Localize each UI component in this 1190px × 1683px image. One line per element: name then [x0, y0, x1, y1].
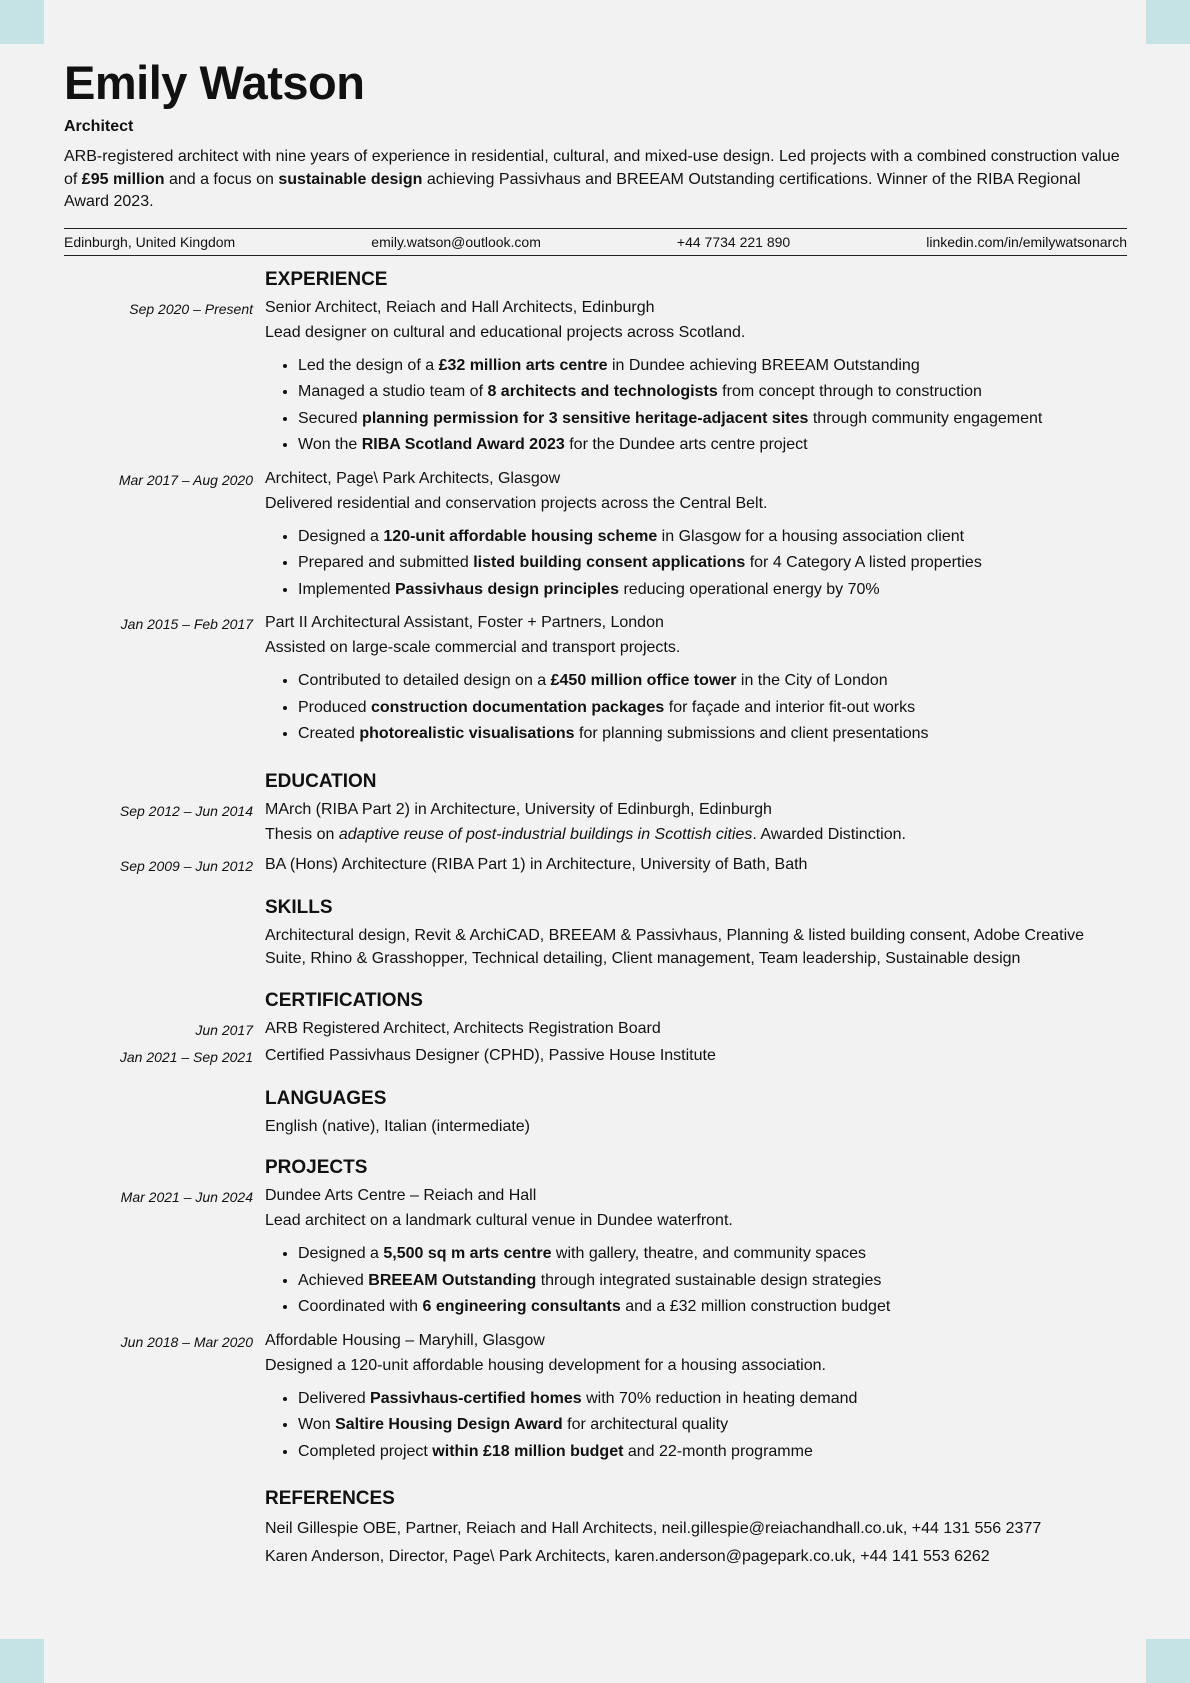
bullet-item [298, 550, 1127, 577]
bold-text: listed building consent applications [473, 554, 746, 571]
text-run: Delivered [298, 1389, 371, 1407]
bold-text: sustainable design [278, 170, 423, 188]
reference-line: Karen Anderson, Director, Page\ Park Architects, karen.anderson@pagepark.co.uk, +44 141 553 6262 [265, 1548, 990, 1565]
contact-linkedin[interactable]: linkedin.com/in/emilywatsonarch [926, 233, 1127, 250]
text-run: with 70% reduction in heating demand [581, 1389, 858, 1407]
text-run: through community engagement [808, 409, 1043, 427]
entry-description: Lead designer on cultural and educational projects across Scotland. [265, 323, 746, 341]
section-title-languages: LANGUAGES [265, 1087, 387, 1109]
text-run: in the City of London [736, 672, 888, 689]
bullet-item [298, 695, 1127, 722]
section-title-references: REFERENCES [265, 1488, 395, 1509]
bullet-item [298, 1268, 1127, 1295]
text-run: reducing operational energy by 70% [619, 580, 880, 598]
text-run: in Dundee achieving BREEAM Outstanding [607, 356, 920, 374]
text-run: and a £32 million construction budget [620, 1298, 891, 1315]
job-title: Architect [64, 118, 134, 135]
text-run: Secured [298, 409, 363, 427]
entry-heading: MArch (RIBA Part 2) in Architecture, University of Edinburgh, Edinburgh [265, 800, 772, 818]
person-name: Emily Watson [64, 56, 365, 109]
text-run: in Glasgow for a housing association client [657, 527, 965, 545]
corner-decoration-top-right [1146, 0, 1190, 44]
text-run: from concept through to construction [717, 383, 982, 400]
text-run: Produced [298, 698, 371, 716]
text-run: Led the design of a [298, 356, 439, 374]
bold-text: Passivhaus design principles [394, 580, 620, 598]
text-run: Contributed to detailed design on a [298, 672, 551, 689]
entry-bullets [265, 1386, 1127, 1466]
text-run: Managed a studio team of [298, 383, 488, 400]
education-entry [64, 853, 1127, 878]
thesis-suffix: . Awarded Distinction. [752, 825, 906, 843]
bullet-item [298, 721, 1127, 748]
bold-text: within £18 million budget [432, 1442, 624, 1460]
entry-heading: Part II Architectural Assistant, Foster + Partners, London [265, 614, 664, 631]
experience-entry [64, 296, 1127, 463]
text-run: Prepared and submitted [298, 554, 474, 571]
entry-description: Assisted on large-scale commercial and transport projects. [265, 639, 681, 656]
thesis-topic: adaptive reuse of post-industrial buildings in Scottish cities [338, 825, 753, 843]
section-title-experience: EXPERIENCE [265, 268, 388, 290]
bullet-item [298, 1241, 1127, 1268]
entry-heading: ARB Registered Architect, Architects Registration Board [265, 1019, 661, 1037]
bullet-item [298, 379, 1127, 406]
entry-heading: Affordable Housing – Maryhill, Glasgow [265, 1331, 545, 1349]
text-run: Coordinated with [298, 1298, 423, 1315]
entry-description: Lead architect on a landmark cultural venue in Dundee waterfront. [265, 1212, 733, 1229]
bullet-item [298, 406, 1127, 433]
entry-heading: Senior Architect, Reiach and Hall Architects, Edinburgh [265, 298, 655, 316]
bold-text: 6 engineering consultants [422, 1298, 621, 1315]
bullet-item [298, 432, 1127, 459]
bullet-item [298, 1386, 1127, 1413]
education-entry [64, 798, 1127, 847]
entry-date: Sep 2012 – Jun 2014 [119, 802, 253, 819]
entry-date: Mar 2021 – Jun 2024 [120, 1189, 253, 1205]
bold-text: £32 million arts centre [438, 356, 608, 374]
entry-thesis [265, 822, 1127, 847]
bold-text: planning permission for 3 sensitive heritage-adjacent sites [362, 409, 809, 427]
contact-email[interactable]: emily.watson@outlook.com [371, 233, 541, 250]
entry-heading: BA (Hons) Architecture (RIBA Part 1) in Architecture, University of Bath, Bath [265, 855, 808, 873]
contact-location: Edinburgh, United Kingdom [64, 233, 236, 250]
bold-text: 120-unit affordable housing scheme [383, 527, 658, 545]
text-run: Designed a [298, 1245, 384, 1262]
bold-text: Saltire Housing Design Award [335, 1416, 563, 1433]
entry-description: Designed a 120-unit affordable housing development for a housing association. [265, 1356, 826, 1374]
entry-date: Sep 2020 – Present [129, 300, 253, 317]
entry-description: Delivered residential and conservation projects across the Central Belt. [265, 494, 768, 512]
bullet-item [298, 577, 1127, 604]
text-run: Implemented [298, 580, 395, 598]
text-run: for the Dundee arts centre project [564, 436, 808, 453]
bullet-item [298, 668, 1127, 695]
entry-heading: Dundee Arts Centre – Reiach and Hall [265, 1187, 537, 1204]
entry-date: Jan 2015 – Feb 2017 [120, 616, 253, 632]
bold-text: BREEAM Outstanding [368, 1271, 537, 1289]
resume-page [64, 54, 1127, 1571]
text-run: for façade and interior fit-out works [664, 698, 916, 716]
text-run: through integrated sustainable design strategies [536, 1271, 882, 1289]
text-run: for architectural quality [562, 1416, 729, 1433]
entry-heading: Architect, Page\ Park Architects, Glasgow [265, 469, 561, 487]
section-title-skills: SKILLS [265, 896, 333, 918]
bold-text: 8 architects and technologists [487, 383, 718, 400]
certification-entry [64, 1044, 1127, 1069]
languages-text: English (native), Italian (intermediate) [265, 1117, 531, 1135]
entry-bullets [265, 1241, 1127, 1321]
bold-text: 5,500 sq m arts centre [383, 1245, 552, 1262]
entry-date: Sep 2009 – Jun 2012 [119, 857, 253, 874]
entry-date: Jun 2018 – Mar 2020 [120, 1333, 253, 1350]
text-run: for planning submissions and client presentations [574, 725, 929, 742]
corner-decoration-bottom-right [1146, 1639, 1190, 1683]
contact-phone[interactable]: +44 7734 221 890 [676, 233, 791, 250]
entry-bullets [265, 353, 1127, 459]
project-entry [64, 1329, 1127, 1470]
text-run: Achieved [298, 1271, 369, 1289]
bold-text: construction documentation packages [370, 698, 665, 716]
entry-date: Jun 2017 [195, 1021, 253, 1038]
bold-text: £450 million office tower [550, 672, 737, 689]
contact-bar [64, 228, 1127, 256]
text-run: Won the [298, 436, 362, 453]
bold-text: Passivhaus-certified homes [370, 1389, 582, 1407]
text-run: Created [298, 725, 360, 742]
bold-text: £95 million [81, 170, 165, 188]
corner-decoration-bottom-left [0, 1639, 44, 1683]
entry-heading: Certified Passivhaus Designer (CPHD), Passive House Institute [265, 1046, 716, 1064]
text-run: and a focus on [164, 170, 279, 188]
text-run: for 4 Category A listed properties [745, 554, 982, 571]
text-run: Won [298, 1416, 336, 1433]
bullet-item [298, 353, 1127, 380]
experience-entry [64, 611, 1127, 752]
resume-sections [64, 268, 1127, 1572]
bullet-item [298, 1439, 1127, 1466]
text-run: with gallery, theatre, and community spaces [551, 1245, 866, 1262]
entry-bullets [265, 668, 1127, 748]
professional-summary [64, 146, 1127, 214]
text-run: Completed project [298, 1442, 433, 1460]
skills-text: Architectural design, Revit & ArchiCAD, BREEAM & Passivhaus, Planning & listed building consent, Adobe Creative Suite, Rhino & Grasshopper, Technical detailing, Client management, Team leadership, Sustainable design [265, 926, 1085, 967]
bullet-item [298, 1294, 1127, 1321]
reference-line: Neil Gillespie OBE, Partner, Reiach and Hall Architects, neil.gillespie@reiachandhall.co.uk, +44 131 556 2377 [265, 1520, 1042, 1537]
section-title-projects: PROJECTS [265, 1157, 368, 1178]
project-entry [64, 1184, 1127, 1325]
corner-decoration-top-left [0, 0, 44, 44]
entry-bullets [265, 524, 1127, 604]
experience-entry [64, 467, 1127, 608]
text-run: and 22-month programme [623, 1442, 813, 1460]
thesis-prefix: Thesis on [265, 825, 339, 843]
bullet-item [298, 524, 1127, 551]
text-run: Designed a [298, 527, 384, 545]
section-title-certifications: CERTIFICATIONS [265, 989, 423, 1011]
text-run: ARB-registered architect with nine years of experience in residential, cultural, and mixed-use design. Led projects with a combined construction value of [64, 148, 1120, 188]
section-title-education: EDUCATION [265, 770, 377, 792]
bold-text: RIBA Scotland Award 2023 [361, 436, 565, 453]
entry-date: Mar 2017 – Aug 2020 [118, 471, 253, 488]
entry-date: Jan 2021 – Sep 2021 [119, 1048, 253, 1065]
bold-text: photorealistic visualisations [359, 725, 575, 742]
bullet-item [298, 1412, 1127, 1439]
text-run: achieving Passivhaus and BREEAM Outstanding certifications. Winner of the RIBA Regional Award 2023. [64, 170, 1081, 210]
certification-entry [64, 1017, 1127, 1042]
